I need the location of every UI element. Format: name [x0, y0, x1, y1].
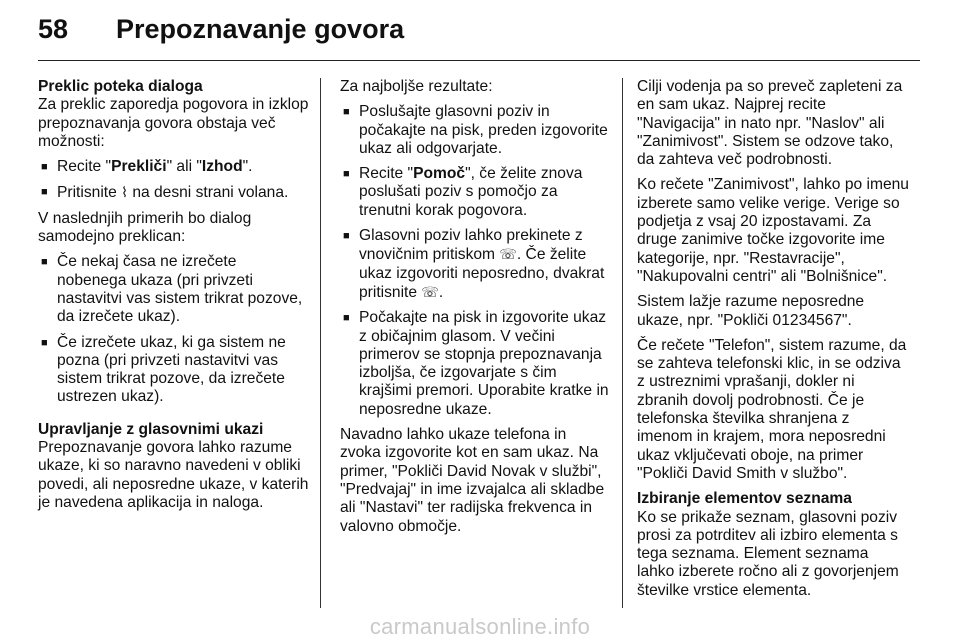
phone-icon: ☏ [499, 246, 517, 263]
list-item: ■ Glasovni poziv lahko prekinete z vnovičnim pritiskom ☏. Če želite ukaz izgovoriti neposredno, dvakrat pritisnite ☏. [340, 227, 610, 302]
paragraph: Ko rečete "Zanimivost", lahko po imenu izberete samo velike verige. Verige so podjetja z vsaj 20 izpostavami. Za druge zanimive točke izgovorite ime kategorije, npr. "Restavracije", "Nakupovalni centri" ali "Bolnišnice". [637, 176, 909, 285]
column-3 [637, 78, 909, 607]
paragraph: Ko se prikaže seznam, glasovni poziv prosi za potrditev ali izbiro elementa s tega seznama. Element seznama lahko izberete ročno ali z govorjenjem številke vrstice elementa. [637, 508, 899, 599]
list-item: ■ Poslušajte glasovni poziv in počakajte na pisk, preden izgovorite ukaz ali odgovarjate. [340, 103, 610, 158]
voice-control-icon: ⌇ [121, 184, 128, 201]
list-item: ■ Pritisnite ⌇ na desni strani volana. [38, 183, 310, 202]
list-item: ■ Če nekaj časa ne izrečete nobenega ukaza (pri privzeti nastavitvi vas sistem trikrat pozove, da izrečete ukaz). [38, 253, 310, 326]
list-item: ■ Počakajte na pisk in izgovorite ukaz z običajnim glasom. V večini primerov se stopnja prepoznavanja izboljša, če izgovarjate s čim krajšimi premori. Uporabite kratke in neposredne ukaze. [340, 309, 610, 419]
list-item: ■ Če izrečete ukaz, ki ga sistem ne pozna (pri privzeti nastavitvi vas sistem trikrat pozove, da izrečete ustrezen ukaz). [38, 334, 310, 407]
section-heading: Upravljanje z glasovnimi ukazi [38, 420, 264, 438]
section-heading: Preklic poteka dialoga [38, 78, 203, 95]
paragraph: Za preklic zaporedja pogovora in izklop prepoznavanja govora obstaja več možnosti: [38, 96, 309, 150]
paragraph: Prepoznavanje govora lahko razume ukaze, ki so naravno navedeni v obliki povedi, ali neposredne ukaze, v katerih je navedena aplikacija in naloga. [38, 439, 309, 511]
page-number: 58 [38, 14, 69, 44]
paragraph: V naslednjih primerih bo dialog samodejno preklican: [38, 209, 252, 246]
column-2 [340, 78, 610, 543]
paragraph: Sistem lažje razume neposredne ukaze, npr. "Pokliči 01234567". [637, 293, 865, 329]
page-header [38, 14, 920, 61]
page-title: Prepoznavanje govora [116, 14, 405, 44]
column-divider [320, 78, 321, 608]
phone-icon: ☏ [421, 283, 439, 300]
bullet-list [38, 253, 310, 406]
section-heading: Izbiranje elementov seznama [637, 490, 852, 508]
paragraph: Cilji vodenja pa so preveč zapleteni za en sam ukaz. Najprej recite "Navigacija" in nato npr. "Naslov" ali "Zanimivost". Sistem se odzove tako, da zahteva več podrobnosti. [637, 78, 903, 169]
list-item: ■ Recite "Prekliči" ali "Izhod". [38, 158, 310, 176]
bullet-list [38, 158, 310, 203]
column-divider [622, 78, 623, 608]
paragraph: Navadno lahko ukaze telefona in zvoka izgovorite kot en sam ukaz. Na primer, "Pokliči David Novak v službi", "Predvajaj" in ime izvajalca ali skladbe ali "Nastavi" ter radijska frekvenca in valovno območje. [340, 426, 605, 535]
paragraph: Za najboljše rezultate: [340, 78, 493, 95]
column-1 [38, 78, 310, 519]
paragraph: Če rečete "Telefon", sistem razume, da se zahteva telefonski klic, in se odziva z ustreznimi vprašanji, dokler ni zbranih dovolj podrobnosti. Če je telefonska številka shranjena z imenom in krajem, mora neposredni ukaz vključevati oboje, na primer "Pokliči David Smith v službo". [637, 336, 907, 482]
list-item: ■ Recite "Pomoč", če želite znova poslušati poziv s pomočjo za trenutni korak pogovora. [340, 165, 610, 220]
bullet-list [340, 103, 610, 419]
watermark: carmanualsonline.info [369, 614, 591, 639]
